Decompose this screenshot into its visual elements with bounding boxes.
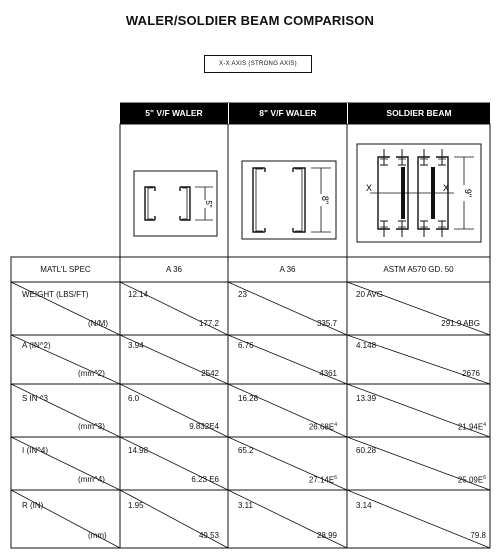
table-cell: 9.832E4 [189,422,219,431]
page-title: WALER/SOLDIER BEAM COMPARISON [125,13,375,28]
table-cell: 60.28 [356,446,377,455]
table-cell: $21.94E^4$ [457,422,486,432]
row-label-weight: WEIGHT (LBS/FT) [22,290,89,299]
table-cell: $26.68E^4$ [308,422,337,432]
row-unit-moment-of-inertia: (mm^4) [78,475,105,484]
spec-5in-waler: A 36 [165,265,182,274]
row-unit-weight: (N/M) [88,319,108,328]
axis-label: X-X AXIS (STRONG AXIS) [204,55,312,73]
table-cell: 16.28 [238,394,259,403]
soldier-axis-right-label: X [443,183,450,193]
column-header-5in-waler: 5" V/F WALER [120,103,228,124]
waler-5in-dimension: 5" [204,200,213,208]
table-cell: 6.0 [128,394,140,403]
spec-row-label: MATL'L SPEC [40,265,91,274]
spec-soldier-beam: ASTM A570 GD. 50 [383,265,454,274]
table-cell: 177.2 [198,319,219,328]
row-unit-radius-of-gyration: (mm) [88,531,107,540]
soldier-beam-diagram [356,143,482,243]
table-cell: 28.99 [316,531,337,540]
table-cell: 4361 [319,369,337,378]
column-header-8in-waler: 8" V/F WALER [228,103,347,124]
column-header-soldier-beam: SOLDIER BEAM [347,103,490,124]
soldier-dimension: 9" [463,188,473,198]
table-cell: 12.14 [128,290,149,299]
table-cell: 4.148 [356,341,377,350]
row-unit-section-modulus: (mm^3) [78,422,105,431]
table-cell: 6.76 [238,341,254,350]
table-cell: 6.23 E6 [191,475,219,484]
row-label-radius-of-gyration: R (IN) [22,501,44,510]
waler-8in-dimension: 8" [320,195,330,205]
table-cell: $25.09E^6$ [457,475,486,485]
row-unit-area: (mm^2) [78,369,105,378]
table-cell: 335.7 [316,319,337,328]
table-cell: 3.11 [238,501,253,510]
row-label-section-modulus: S IN ^3 [22,394,48,403]
waler-8in-diagram [241,160,337,240]
soldier-axis-left-label: X [366,183,373,193]
table-cell: 49.53 [198,531,219,540]
waler-5in-diagram [133,170,218,237]
table-cell: 1.95 [128,501,144,510]
table-cell: 2542 [201,369,219,378]
table-cell: 13.39 [356,394,377,403]
spec-8in-waler: A 36 [279,265,296,274]
table-cell: 2676 [462,369,480,378]
table-cell: 3.94 [128,341,144,350]
table-cell: 291.9 ABG [441,319,480,328]
row-label-moment-of-inertia: I (IN^4) [22,446,48,455]
table-cell: 23 [238,290,247,299]
table-cell: $27.14E^6$ [308,475,337,485]
table-cell: 79.8 [470,531,486,540]
table-cell: 65.2 [238,446,254,455]
table-cell: 20 AVG [356,290,383,299]
table-cell: 14.98 [128,446,149,455]
row-label-area: A (IN^2) [22,341,51,350]
table-cell: 3.14 [356,501,372,510]
